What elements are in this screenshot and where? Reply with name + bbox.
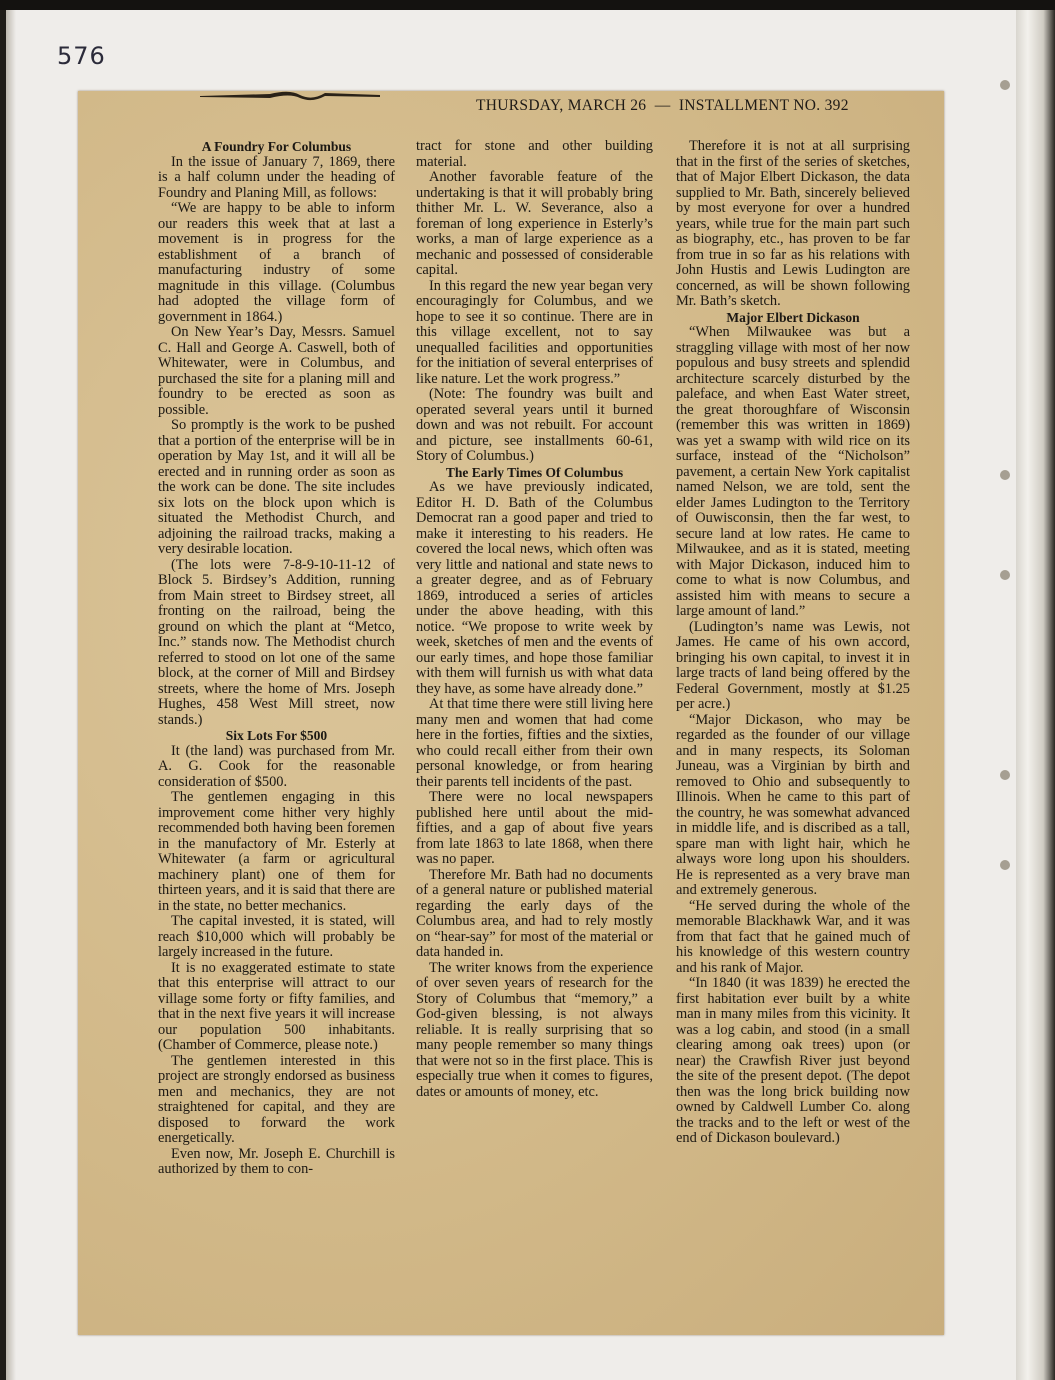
paragraph: In this regard the new year began very encouragingly for Columbus, and we hope to see it so continue. There are in this village excellent, not to say unequalled facilities and opportunities for the initiation of several enterprises of like nature. Let the work progress.” xyxy=(416,277,653,387)
paragraph: “When Milwaukee was but a straggling village with most of her now populous and busy streets and splendid architecture scarcely disturbed by the paleface, and when East Water street, the great thoroughfare of Wisconsin (remember this was written in 1869) was yet a swamp with wild rice on its surface, instead of the “Nicholson” pavement, a certain New York capitalist named Nelson, we are told, sent the elder James Ludington to the Territory of Ouwisconsin, then the far west, to secure land at low rates. He came to Milwaukee, and as it is stated, meeting with Major Dickason, induced him to come to what is now Columbus, and assisted him with means to secure a large amount of land.” xyxy=(676,324,910,619)
section-heading: Major Elbert Dickason xyxy=(726,309,860,325)
page-binding-shadow xyxy=(6,10,16,1380)
paragraph: The writer knows from the experience of over seven years of research for the Story of Columbus that “memory,” a God-given blessing, is not always reliable. It is really surprising that so many people remember so many things that were not so in the first place. This is especially true when it comes to figures, dates or amounts of money, etc. xyxy=(416,959,653,1100)
paragraph: (Ludington’s name was Lewis, not James. He came of his own accord, bringing his own capital, to invest it in large tracts of land being offered by the Federal Government, mostly at $1.25 per acre.) xyxy=(676,618,910,712)
binder-hole xyxy=(1000,770,1010,780)
paragraph: (Note: The foundry was built and operated several years until it burned down and was not rebuilt. For account and picture, see installments 60-61, Story of Columbus.) xyxy=(416,386,653,464)
paragraph: It is no exaggerated estimate to state that this enterprise will attract to our village some forty or fifty families, and that in the next five years it will increase our population 500 inhabitants. (Chamber of Commerce, please note.) xyxy=(158,959,395,1053)
paragraph: It (the land) was purchased from Mr. A. G. Cook for the reasonable consideration of $500. xyxy=(158,742,395,790)
paragraph: Therefore Mr. Bath had no documents of a general nature or published material regarding the early days of the Columbus area, and had to rely mostly on “hear-say” for most of the material or data handed in. xyxy=(416,866,653,960)
column-3 xyxy=(676,139,910,1147)
paragraph: There were no local newspapers published here until about the mid-fifties, and a gap of about five years from late 1863 to late 1868, when there was no paper. xyxy=(416,789,653,867)
paragraph: The capital invested, it is stated, will reach $10,000 which will probably be largely increased in the future. xyxy=(158,913,395,960)
paragraph: Even now, Mr. Joseph E. Churchill is authorized by them to con- xyxy=(158,1145,395,1177)
binder-hole xyxy=(1000,570,1010,580)
paragraph: Therefore it is not at all surprising that in the first of the series of sketches, that of Major Elbert Dickason, the data supplied to Mr. Bath, sincerely believed by most everyone for over a hundred years, while true for the main part such as biography, etc., has proven to be far from true in so far as his relations with John Hustis and Lewis Ludington are concerned, as will be shown following Mr. Bath’s sketch. xyxy=(676,138,910,309)
section-heading: The Early Times Of Columbus xyxy=(445,464,624,480)
newspaper-clipping xyxy=(78,91,944,1335)
paragraph: As we have previously indicated, Editor H. D. Bath of the Columbus Democrat ran a good paper and tried to make it interesting to his readers. He covered the local news, which often was very little and national and state news to a greater degree, and as of February 1869, introduced a series of articles under the above heading, with this notice. “We propose to write week by week, sketches of men and the events of our early times, and hope those familiar with them will furnish us with what data they have, as some have already done.” xyxy=(416,479,653,697)
issue-header: THURSDAY, MARCH 26 — INSTALLMENT NO. 392 xyxy=(476,97,849,114)
paragraph: “Major Dickason, who may be regarded as the founder of our village and in many respects, its Soloman Juneau, was a Virginian by birth and removed to Ohio and subsequently to Illinois. When he came to this part of the country, he was somewhat advanced in middle life, and is discribed as a tall, spare man with light hair, which he always wore long upon his shoulders. He is represented as a very brave man and extremely generous. xyxy=(676,711,910,898)
paragraph: So promptly is the work to be pushed that a portion of the enterprise will be in operation by May 1st, and it will all be erected and in running order as soon as the work can be done. The site includes six lots on the block upon which is situated the Methodist Church, and adjoining the railroad tracks, making a very desirable location. xyxy=(158,417,395,557)
binder-hole xyxy=(1000,860,1010,870)
page-edge xyxy=(1016,10,1055,1380)
paragraph: “In 1840 (it was 1839) he erected the first habitation ever built by a white man in many miles from this vicinity. It was a log cabin, and stood (in a small clearing among oak trees) upon (or near) the Crawfish River just beyond the site of the present depot. (The depot then was the long brick building now owned by Caldwell Lumber Co. along the tracks and to the left or west of the end of Dickason boulevard.) xyxy=(676,975,910,1146)
paragraph: The gentlemen engaging in this improvement come hither very highly recommended both having been foremen in the manufactory of Mr. Esterly at Whitewater (a farm or agricultural machinery plant) one of them for thirteen years, and it is said that there are in the state, no better mechanics. xyxy=(158,789,395,914)
ornament-rule-icon xyxy=(200,89,380,103)
paragraph: (The lots were 7-8-9-10-11-12 of Block 5. Birdsey’s Addition, running from Main street to Birdsey street, all fronting on the railroad, being the ground on which the plant at “Metco, Inc.” stands now. The Methodist church referred to stood on lot one of the same block, at the corner of Mill and Birdsey streets, where the home of Mrs. Joseph Hughes, 458 West Mill street, now stands.) xyxy=(158,556,395,728)
scan-top-band xyxy=(0,0,1055,10)
paragraph: At that time there were still living here many men and women that had come here in the forties, fifties and the sixties, who could recall either from their own personal knowledge, or from hearing their parents tell incidents of the past. xyxy=(416,696,653,790)
paragraph: “We are happy to be able to inform our readers this week that at last a movement is in progress for the establishment of a branch of manufacturing industry of some magnitude in this village. (Columbus had adopted the village form of government in 1864.) xyxy=(158,200,395,325)
column-1 xyxy=(158,139,395,1178)
paragraph: In the issue of January 7, 1869, there is a half column under the heading of Foundry and Planing Mill, as follows: xyxy=(158,153,395,201)
section-heading: A Foundry For Columbus xyxy=(201,139,352,154)
binder-hole xyxy=(1000,470,1010,480)
paragraph: “He served during the whole of the memorable Blackhawk War, and it was from that fact that he gained much of his knowledge of this western country and his rank of Major. xyxy=(676,897,910,976)
paragraph: tract for stone and other building material. xyxy=(416,138,653,170)
column-2 xyxy=(416,139,653,1100)
binder-hole xyxy=(1000,80,1010,90)
section-heading: Six Lots For $500 xyxy=(225,728,328,743)
paragraph: Another favorable feature of the undertaking is that it will probably bring thither Mr. L. W. Severance, also a foreman of long experience in Esterly’s works, a man of large experience as a mechanic and possessed of considerable capital. xyxy=(416,169,653,278)
paragraph: The gentlemen interested in this project are strongly endorsed as business men and mechanics, they are not straightened for capital, and they are disposed to forward the work energetically. xyxy=(158,1052,395,1146)
paragraph: On New Year’s Day, Messrs. Samuel C. Hall and George A. Caswell, both of Whitewater, were in Columbus, and purchased the site for a planing mill and foundry to be erected as soon as possible. xyxy=(158,324,395,418)
handwritten-page-number: 576 xyxy=(57,42,106,70)
